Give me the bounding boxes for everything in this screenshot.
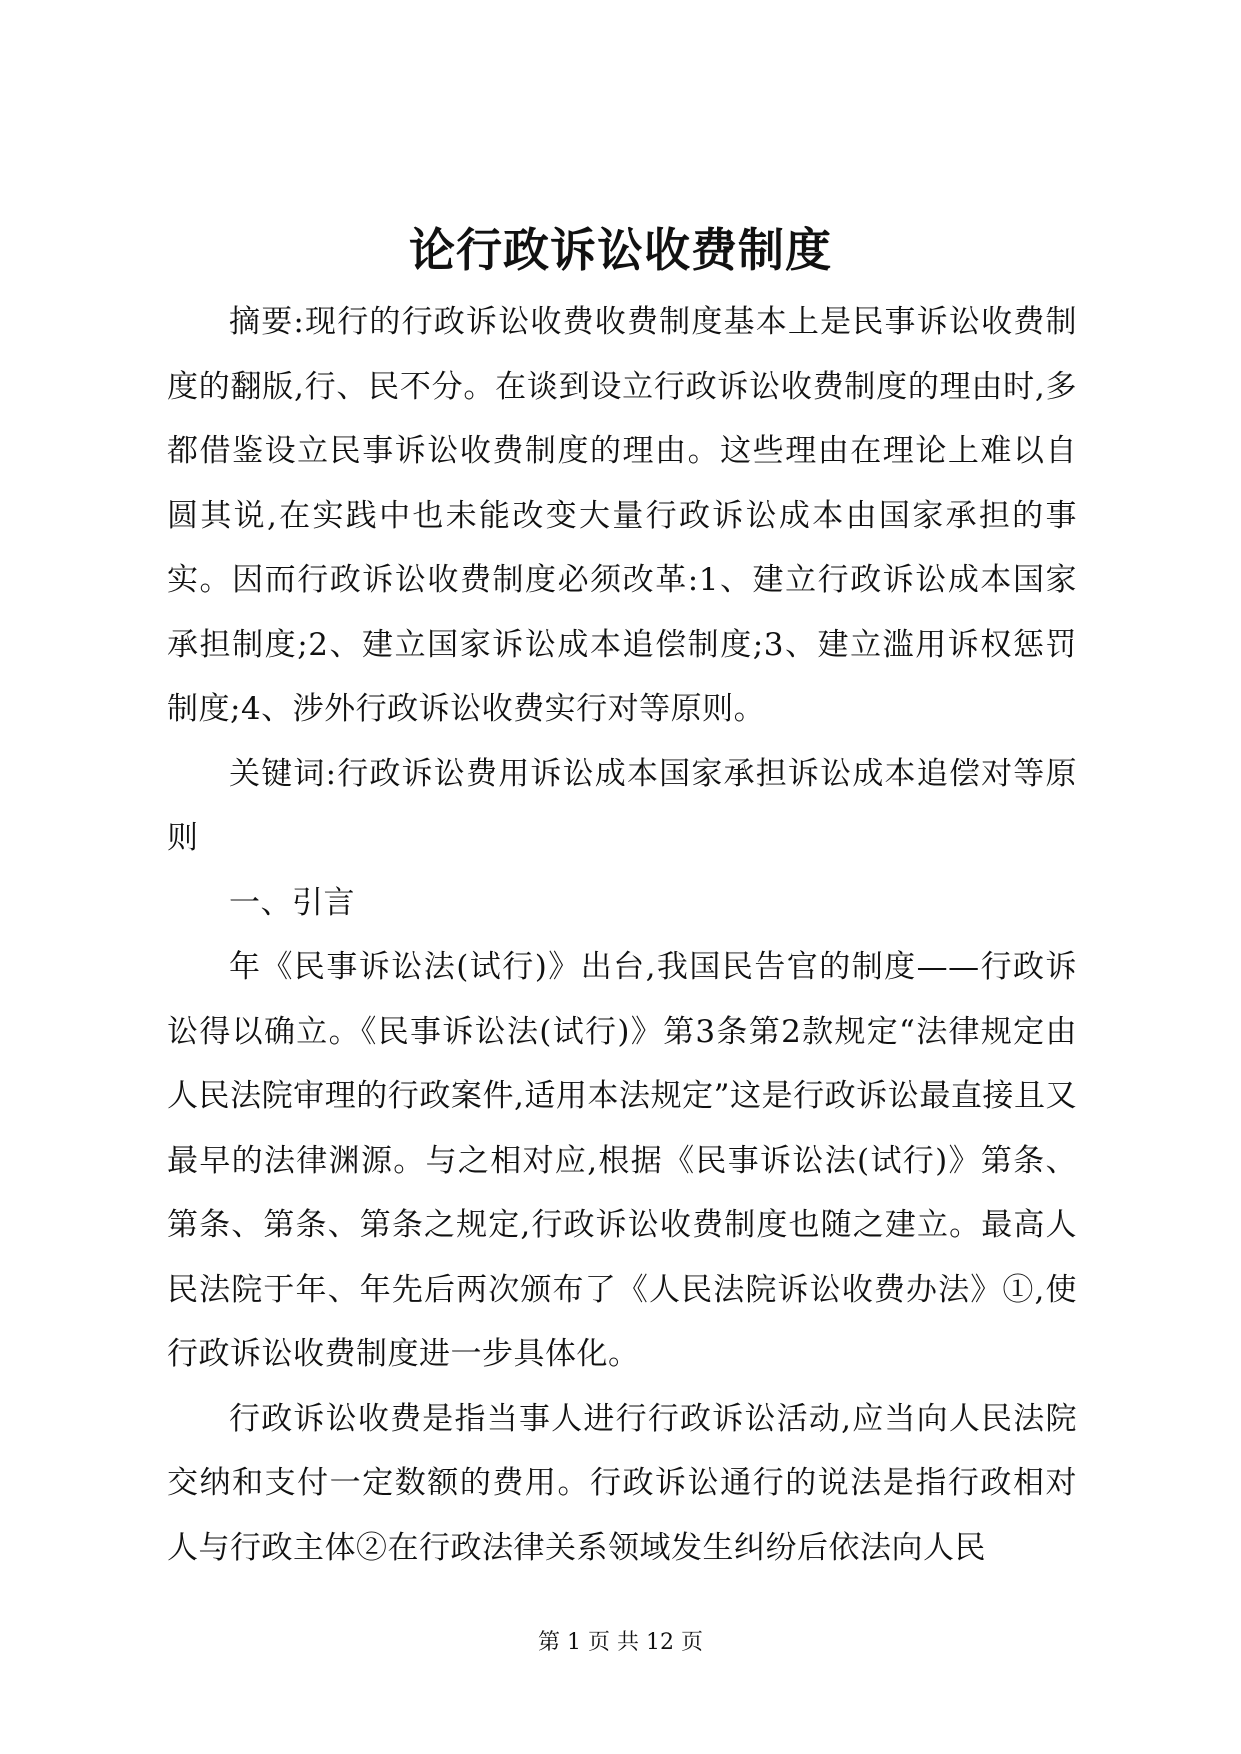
abstract-paragraph: 摘要:现行的行政诉讼收费收费制度基本上是民事诉讼收费制度的翻版,行、民不分。在谈到设立行政诉讼收费制度的理由时,多都借鉴设立民事诉讼收费制度的理由。这些理由在理论上难以自圆其说,在实践中也未能改变大量行政诉讼成本由国家承担的事实。因而行政诉讼收费制度必须改革:1、建立行政诉讼成本国家承担制度;2、建立国家诉讼成本追偿制度;3、建立滥用诉权惩罚制度;4、涉外行政诉讼收费实行对等原则。 (167, 304, 1077, 727)
section-heading-introduction: 一、引言 (229, 884, 355, 921)
document-body (167, 290, 1077, 1580)
body-paragraph: 年《民事诉讼法(试行)》出台,我国民告官的制度——行政诉讼得以确立。《民事诉讼法(试行)》第3条第2款规定“法律规定由人民法院审理的行政案件,适用本法规定”这是行政诉讼最直接且又最早的法律渊源。与之相对应,根据《民事诉讼法(试行)》第条、第条、第条、第条之规定,行政诉讼收费制度也随之建立。最高人民法院于年、年先后两次颁布了《人民法院诉讼收费办法》①,使行政诉讼收费制度进一步具体化。 (167, 949, 1077, 1372)
keywords-paragraph: 关键词:行政诉讼费用诉讼成本国家承担诉讼成本追偿对等原则 (167, 755, 1077, 856)
document-title: 论行政诉讼收费制度 (409, 223, 832, 277)
page-number-footer: 第 1 页 共 12 页 (538, 1630, 703, 1655)
body-paragraph: 行政诉讼收费是指当事人进行行政诉讼活动,应当向人民法院交纳和支付一定数额的费用。行政诉讼通行的说法是指行政相对人与行政主体②在行政法律关系领域发生纠纷后依法向人民 (167, 1400, 1077, 1566)
